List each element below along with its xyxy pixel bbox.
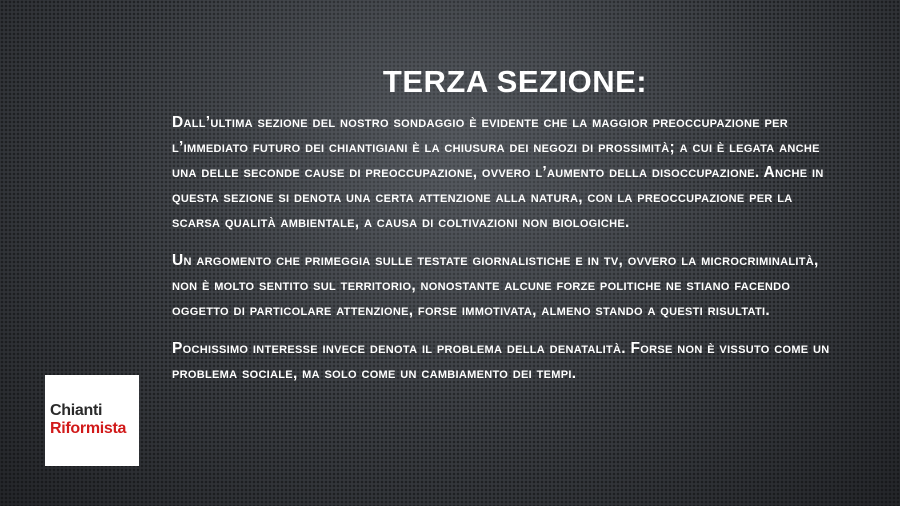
paragraph-2: Un argomento che primeggia sulle testate giornalistiche e in tv, ovvero la microcriminalità, non è molto sentito sul territorio, nonostante alcune forze politiche ne stiano facendo oggetto di particolare attenzione, forse immotivata, almeno stando a questi risultati. [172, 252, 819, 319]
paragraph-1: Dall’ultima sezione del nostro sondaggio è evidente che la maggior preoccupazione per l’immediato futuro dei chiantigiani è la chiusura dei negozi di prossimità; a cui è legata anche una delle seconde cause di preoccupazione, ovvero l’aumento della disoccupazione. Anche in questa sezione si denota una certa attenzione alla natura, con la preoccupazione per la scarsa qualità ambientale, a causa di coltivazioni non biologiche. [172, 114, 824, 231]
chianti-riformista-logo [45, 375, 139, 466]
paragraph-3: Pochissimo interesse invece denota il problema della denatalità. Forse non è vissuto come un problema sociale, ma solo come un cambiamento dei tempi. [172, 340, 830, 382]
logo-line-2: Riformista [50, 420, 127, 437]
logo-line-1: Chianti [50, 402, 103, 419]
slide-body [172, 110, 840, 399]
slide-title: TERZA SEZIONE: [382, 64, 648, 99]
